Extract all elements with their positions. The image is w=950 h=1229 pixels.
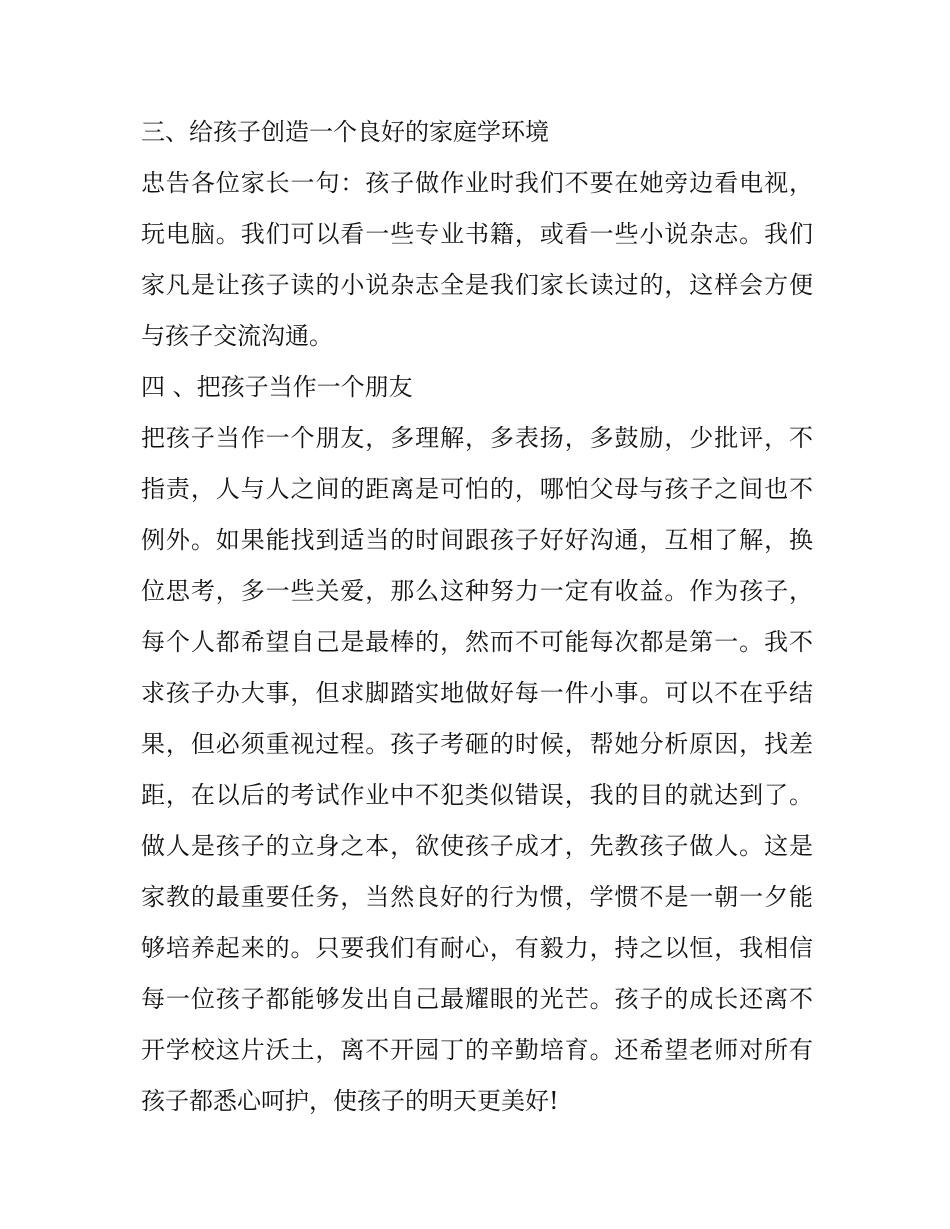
section-heading: 四 、把孩子当作一个朋友 <box>141 373 413 401</box>
section-heading: 三、给孩子创造一个良好的家庭学环境 <box>141 118 549 146</box>
paragraph-line: 孩子都悉心呵护，使孩子的明天更美好! <box>141 1087 559 1115</box>
paragraph-line: 忠告各位家长一句：孩子做作业时我们不要在她旁边看电视， <box>141 169 813 197</box>
paragraph-line: 求孩子办大事，但求脚踏实地做好每一件小事。可以不在乎结 <box>141 679 813 707</box>
document-body <box>141 107 813 1127</box>
paragraph-line: 玩电脑。我们可以看一些专业书籍，或看一些小说杂志。我们 <box>141 220 813 248</box>
paragraph-line: 家凡是让孩子读的小说杂志全是我们家长读过的，这样会方便 <box>141 271 813 299</box>
paragraph-line: 指责，人与人之间的距离是可怕的，哪怕父母与孩子之间也不 <box>141 475 813 503</box>
paragraph-line: 家教的最重要任务，当然良好的行为惯，学惯不是一朝一夕能 <box>141 883 813 911</box>
paragraph-line: 每一位孩子都能够发出自己最耀眼的光芒。孩子的成长还离不 <box>141 985 813 1013</box>
paragraph-line: 把孩子当作一个朋友，多理解，多表扬，多鼓励，少批评，不 <box>141 424 813 452</box>
paragraph-line: 每个人都希望自己是最棒的，然而不可能每次都是第一。我不 <box>141 628 813 656</box>
paragraph-line: 果，但必须重视过程。孩子考砸的时候，帮她分析原因，找差 <box>141 730 813 758</box>
paragraph-line: 位思考，多一些关爱，那么这种努力一定有收益。作为孩子， <box>141 577 813 605</box>
section-3 <box>141 107 813 362</box>
paragraph-line: 例外。如果能找到适当的时间跟孩子好好沟通，互相了解，换 <box>141 526 813 554</box>
paragraph-line: 够培养起来的。只要我们有耐心，有毅力，持之以恒，我相信 <box>141 934 813 962</box>
section-4 <box>141 362 813 1127</box>
paragraph-line: 距，在以后的考试作业中不犯类似错误，我的目的就达到了。 <box>141 781 813 809</box>
paragraph-line: 做人是孩子的立身之本，欲使孩子成才，先教孩子做人。这是 <box>141 832 813 860</box>
paragraph-line: 与孩子交流沟通。 <box>141 322 333 350</box>
paragraph-line: 开学校这片沃土，离不开园丁的辛勤培育。还希望老师对所有 <box>141 1036 813 1064</box>
